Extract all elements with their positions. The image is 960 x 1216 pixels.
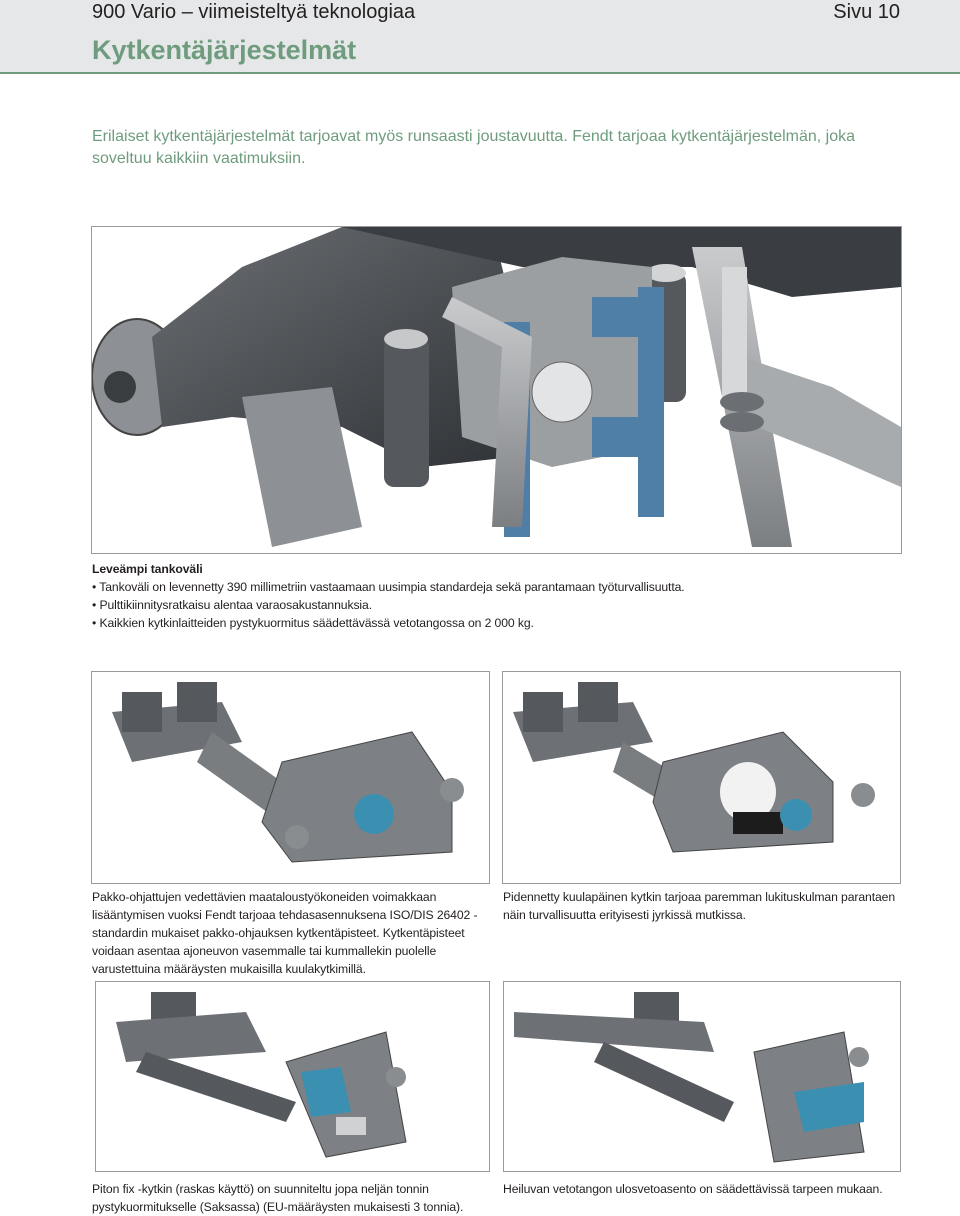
hitch-image-3: [95, 981, 490, 1172]
hitch-image-4: [503, 981, 901, 1172]
feature-bullet-list: [92, 578, 892, 632]
hitch-image-2: [502, 671, 901, 884]
intro-text: Erilaiset kytkentäjärjestelmät tarjoavat myös runsaasti joustavuutta. Fendt tarjoaa kytkentäjärjestelmän, joka soveltuu kaikkiin vaatimuksiin.: [92, 128, 856, 167]
bullet-item: • Tankoväli on levennetty 390 millimetriin vastaamaan uusimpia standardeja sekä parantamaan työturvallisuutta.: [92, 578, 892, 596]
main-figure-image: [91, 226, 902, 554]
bullet-item: • Kaikkien kytkinlaitteiden pystykuormitus säädettävässä vetotangossa on 2 000 kg.: [92, 614, 892, 632]
figure-caption-4: Heiluvan vetotangon ulosvetoasento on säädettävissä tarpeen mukaan.: [503, 1182, 883, 1196]
page-header: [0, 0, 960, 74]
section-title: Kytkentäjärjestelmät: [92, 35, 357, 65]
bullet-item: • Pulttikiinnitysratkaisu alentaa varaosakustannuksia.: [92, 596, 892, 614]
figure-caption-1: Pakko-ohjattujen vedettävien maataloustyökoneiden voimakkaan lisääntymisen vuoksi Fendt tarjoaa tehdasasennuksena ISO/DIS 26402 -standardin mukaiset pakko-ohjauksen kytkentäpisteet. Kytkentäpisteet voidaan asentaa ajoneuvon vasemmalle tai kummallekin puolelle varustettuina määräysten mukaisilla kuulakytkimillä.: [92, 890, 478, 976]
hitch-image-1: [91, 671, 490, 884]
figure-caption-3: Piton fix -kytkin (raskas käyttö) on suunniteltu jopa neljän tonnin pystykuormitukselle (Saksassa) (EU-määräysten mukaisesti 3 tonnia).: [92, 1182, 464, 1214]
caption-title: Leveämpi tankoväli: [92, 562, 203, 576]
figure-caption-2: Pidennetty kuulapäinen kytkin tarjoaa paremman lukituskulman parantaen näin turvallisuutta erityisesti jyrkissä mutkissa.: [503, 890, 896, 922]
main-figure-caption: [92, 560, 892, 632]
document-title: 900 Vario – viimeisteltyä teknologiaa: [92, 1, 416, 23]
page-number: Sivu 10: [833, 1, 900, 23]
